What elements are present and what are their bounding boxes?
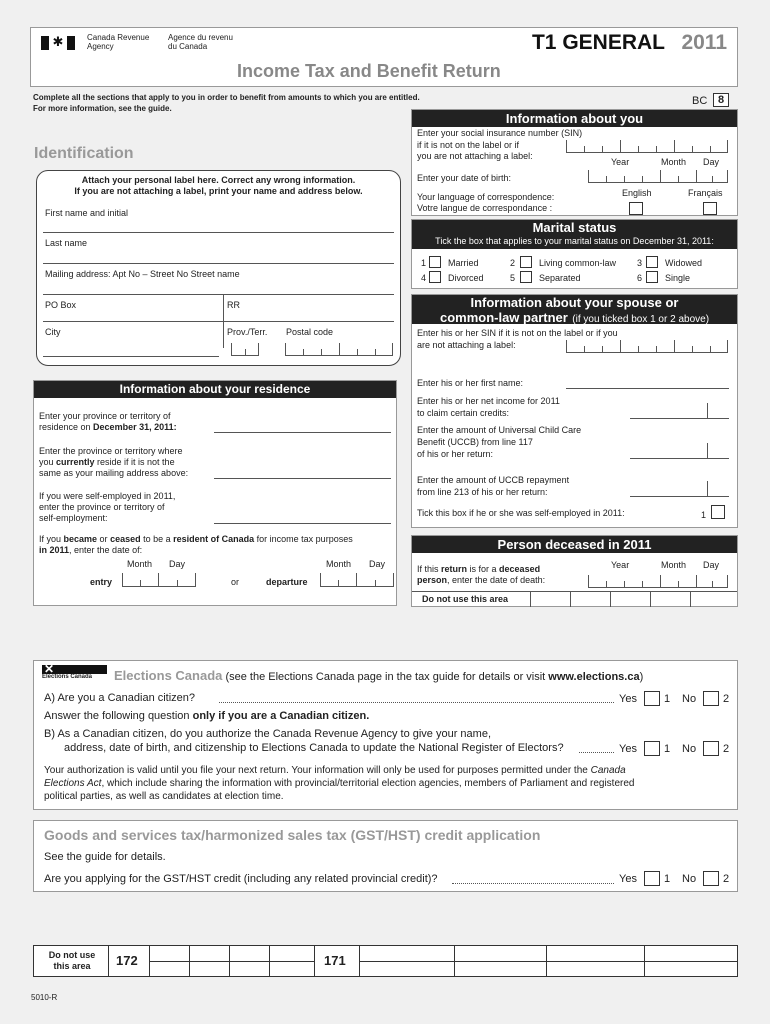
common-law-label: Living common-law xyxy=(539,258,617,268)
elections-title: Elections Canada xyxy=(114,668,223,683)
auth-line-1: Your authorization is valid until you file your next return. Your information will only be used for purposes permitted under the xyxy=(44,765,591,776)
residence-section xyxy=(33,380,397,606)
separated-label: Separated xyxy=(539,273,581,283)
language-fr-label: Votre langue de correspondance : xyxy=(417,203,553,213)
res-q3-line-3: self-employment: xyxy=(39,513,108,523)
spouse-net-1: Enter his or her net income for 2011 xyxy=(417,396,560,406)
spouse-sin-field[interactable] xyxy=(566,340,728,353)
form-name: T1 GENERAL xyxy=(531,31,665,54)
spouse-section xyxy=(411,294,738,528)
marital-num-1: 1 xyxy=(421,258,427,268)
sin-line-3: you are not attaching a label: xyxy=(417,151,533,161)
single-checkbox[interactable] xyxy=(646,271,658,283)
elections-question-a: A) Are you a Canadian citizen? xyxy=(44,692,196,704)
sin-line-1: Enter your social insurance number (SIN) xyxy=(417,128,583,138)
dob-year-label: Year xyxy=(611,157,630,167)
res-q2-bold: currently xyxy=(56,457,95,467)
footer-do-not-use-area xyxy=(33,945,738,977)
authorize-no-num: 2 xyxy=(723,743,730,755)
maple-leaf-icon: ✱ xyxy=(52,34,64,49)
res-q3-line-1: If you were self-employed in 2011, xyxy=(39,491,176,501)
auth-act: Elections Act xyxy=(44,778,102,789)
marital-num-2: 2 xyxy=(510,258,516,268)
province-number: 8 xyxy=(713,93,729,107)
widowed-label: Widowed xyxy=(665,258,703,268)
francais-label: Français xyxy=(688,188,723,198)
res-q1-line-1: Enter your province or territory of xyxy=(39,411,171,421)
form-year: 2011 xyxy=(681,31,727,54)
sin-line-2: if it is not on the label or if xyxy=(417,140,520,150)
authorize-yes-label: Yes xyxy=(619,743,637,755)
city-field[interactable] xyxy=(43,356,219,357)
prov-label: Prov./Terr. xyxy=(227,327,268,337)
form-header xyxy=(30,27,738,87)
res-q1-date: December 31, 2011: xyxy=(93,422,177,432)
divorced-checkbox[interactable] xyxy=(429,271,441,283)
res-q4-ceased: ceased xyxy=(110,534,141,544)
res-q2-pre: you xyxy=(39,457,57,467)
departure-label: departure xyxy=(266,577,308,587)
spouse-self-employed-label: Tick this box if he or she was self-employed in 2011: xyxy=(417,508,625,518)
res-q1-line-2: residence on xyxy=(39,422,94,432)
footer-do-not-use-2: this area xyxy=(53,961,91,971)
res-q4-tobe: to be a xyxy=(140,534,174,544)
city-label: City xyxy=(45,327,61,337)
code-172: 172 xyxy=(116,953,138,968)
death-year-label: Year xyxy=(611,560,630,570)
answer-bold: only if you are a Canadian citizen. xyxy=(192,710,370,722)
gst-guide-note: See the guide for details. xyxy=(44,851,166,863)
code-171: 171 xyxy=(324,953,346,968)
res-q4-or: or xyxy=(97,534,111,544)
citizen-yes-label: Yes xyxy=(619,693,637,705)
po-box-label: PO Box xyxy=(45,300,77,310)
spouse-uccb-2: Benefit (UCCB) from line 117 xyxy=(417,437,533,447)
spouse-heading-2: common-law partner xyxy=(439,310,568,325)
agency-fr-2: du Canada xyxy=(168,42,208,51)
form-code: 5010-R xyxy=(31,993,58,1002)
entry-month-label: Month xyxy=(127,559,153,569)
res-q4-resident: resident of Canada xyxy=(173,534,255,544)
marital-num-6: 6 xyxy=(637,273,643,283)
po-box-field[interactable] xyxy=(43,321,394,322)
spouse-self-employed-num: 1 xyxy=(701,510,707,520)
sin-field[interactable] xyxy=(566,140,728,153)
spouse-uccb-field[interactable] xyxy=(630,458,729,459)
mailing-address-label: Mailing address: Apt No – Street No Street name xyxy=(45,269,240,279)
agency-en-1: Canada Revenue xyxy=(87,33,150,42)
spouse-heading-1: Information about your spouse or xyxy=(470,295,679,310)
authorize-no-checkbox[interactable] xyxy=(703,741,719,756)
current-province-field[interactable] xyxy=(214,478,391,479)
language-en-label: Your language of correspondence: xyxy=(417,192,555,202)
spouse-uccb-repayment-field[interactable] xyxy=(630,496,729,497)
spouse-repay-1: Enter the amount of UCCB repayment xyxy=(417,475,570,485)
elections-canada-logo xyxy=(42,662,107,681)
spouse-first-name-field[interactable] xyxy=(566,388,729,389)
entry-label: entry xyxy=(90,577,113,587)
agency-en-2: Agency xyxy=(87,42,114,51)
elections-question-b-2: address, date of birth, and citizenship to Elections Canada to update the National Register of Electors? xyxy=(64,742,564,754)
dob-label: Enter your date of birth: xyxy=(417,173,512,183)
last-name-field[interactable] xyxy=(43,263,394,264)
spouse-first-name-label: Enter his or her first name: xyxy=(417,378,524,388)
intro-line-1: Complete all the sections that apply to you in order to benefit from amounts to which you are entitled. xyxy=(33,93,420,102)
marital-instruction: Tick the box that applies to your marital status on December 31, 2011: xyxy=(435,236,714,246)
spouse-sin-1: Enter his or her SIN if it is not on the label or if you xyxy=(417,328,618,338)
res-q2-line-1: Enter the province or territory where xyxy=(39,446,183,456)
single-label: Single xyxy=(665,273,691,283)
auth-line-3: political parties, as well as candidates at election time. xyxy=(44,791,284,802)
separated-checkbox[interactable] xyxy=(520,271,532,283)
elections-logo-text: Elections Canada xyxy=(42,674,93,680)
do-not-use-area xyxy=(412,591,737,606)
self-employment-province-field[interactable] xyxy=(214,523,391,524)
departure-day-label: Day xyxy=(369,559,386,569)
marital-status-section xyxy=(411,219,738,289)
dob-month-label: Month xyxy=(661,157,687,167)
residence-heading: Information about your residence xyxy=(34,381,396,398)
last-name-label: Last name xyxy=(45,238,88,248)
auth-canada: Canada xyxy=(590,765,626,776)
deceased-return: return xyxy=(441,564,468,574)
label-area[interactable] xyxy=(36,170,401,366)
elections-note: (see the Elections Canada page in the tax guide for details or visit xyxy=(225,671,549,683)
entry-day-label: Day xyxy=(169,559,186,569)
gst-section xyxy=(33,820,738,892)
label-instruction-2: If you are not attaching a label, print your name and address below. xyxy=(74,186,363,196)
intro-line-2: For more information, see the guide. xyxy=(33,104,172,113)
gst-yes-label: Yes xyxy=(619,873,637,885)
res-q4-post: for income tax purposes xyxy=(254,534,353,544)
about-you-heading: Information about you xyxy=(412,110,737,127)
spouse-heading-note: (if you ticked box 1 or 2 above) xyxy=(572,314,710,325)
death-day-label: Day xyxy=(703,560,720,570)
gst-no-num: 2 xyxy=(723,873,730,885)
widowed-checkbox[interactable] xyxy=(646,256,658,268)
deceased-bold: deceased xyxy=(499,564,541,574)
elections-question-b-1: B) As a Canadian citizen, do you authorize the Canada Revenue Agency to give your name, xyxy=(44,728,492,740)
gst-no-checkbox[interactable] xyxy=(703,871,719,886)
english-label: English xyxy=(622,188,652,198)
about-you-section xyxy=(411,109,738,216)
res-q4-date-of: , enter the date of: xyxy=(69,545,143,555)
elections-url[interactable]: www.elections.ca xyxy=(548,671,640,683)
marital-num-5: 5 xyxy=(510,273,516,283)
deceased-section xyxy=(411,535,738,607)
first-name-field[interactable] xyxy=(43,232,394,233)
marital-num-4: 4 xyxy=(421,273,427,283)
departure-month-label: Month xyxy=(326,559,352,569)
spouse-net-income-field[interactable] xyxy=(630,418,729,419)
married-checkbox[interactable] xyxy=(429,256,441,268)
authorize-yes-num: 1 xyxy=(664,743,671,755)
dob-day-label: Day xyxy=(703,157,720,167)
form-subtitle: Income Tax and Benefit Return xyxy=(237,61,501,81)
spouse-repay-2: from line 213 of his or her return: xyxy=(417,487,548,497)
married-label: Married xyxy=(448,258,479,268)
authorize-yes-checkbox[interactable] xyxy=(644,741,660,756)
do-not-use-label: Do not use this area xyxy=(422,594,509,604)
gst-no-label: No xyxy=(682,873,697,885)
citizen-no-label: No xyxy=(682,693,697,705)
res-q3-line-2: enter the province or territory of xyxy=(39,502,165,512)
res-q4-pre: If you xyxy=(39,534,64,544)
marital-heading: Marital status xyxy=(412,220,737,249)
citizen-no-checkbox[interactable] xyxy=(703,691,719,706)
death-month-label: Month xyxy=(661,560,687,570)
province-code: BC xyxy=(692,95,708,107)
citizen-no-num: 2 xyxy=(723,693,730,705)
gst-yes-checkbox[interactable] xyxy=(644,871,660,886)
dob-field[interactable] xyxy=(588,170,728,183)
footer-do-not-use-1: Do not use xyxy=(48,950,96,960)
spouse-net-2: to claim certain credits: xyxy=(417,408,510,418)
spouse-sin-2: are not attaching a label: xyxy=(417,340,516,350)
res-q2-line-3: same as your mailing address above: xyxy=(39,468,189,478)
elections-x-icon: ✕ xyxy=(44,662,55,676)
common-law-checkbox[interactable] xyxy=(520,256,532,268)
identification-heading: Identification xyxy=(34,145,134,162)
label-instruction-1: Attach your personal label here. Correct any wrong information. xyxy=(81,175,356,185)
elections-canada-section: ✕ Elections Canada Elections Canada (see the Elections Canada page in the tax guide for details or visit www.elections.ca) A) Are you a Canadian citizen? Yes 1 No 2 Answer the following question only if you are a Canadian citizen. B) As a Canadian citizen, do you authorize the Canada Revenue Agency to give your name, address, date of birth, and citizenship to Elections Canada to update the National Register of Electors? Yes 1 No 2 Your authorization is valid until you file your next return. Your information will only be used for purposes permitted under the Canada Elections Act, which include sharing the information with provincial/territorial election agencies, members of Parliament and registered political parties, as well as candidates at election time. xyxy=(33,660,738,810)
death-date-field[interactable] xyxy=(588,575,728,588)
deceased-post: , enter the date of death: xyxy=(447,575,546,585)
gst-yes-num: 1 xyxy=(664,873,671,885)
agency-fr-1: Agence du revenu xyxy=(168,33,233,42)
authorize-no-label: No xyxy=(682,743,697,755)
auth-line-2: , which include sharing the information with provincial/territorial election agencies, members of Parliament and registered xyxy=(101,778,635,789)
departure-date-field[interactable] xyxy=(320,573,394,587)
deceased-person: person xyxy=(417,575,448,585)
gst-title: Goods and services tax/harmonized sales tax (GST/HST) credit application xyxy=(44,827,541,843)
entry-date-field[interactable] xyxy=(122,573,196,587)
canada-flag-logo xyxy=(41,36,75,50)
first-name-label: First name and initial xyxy=(45,208,129,218)
deceased-pre: If this xyxy=(417,564,442,574)
deceased-heading: Person deceased in 2011 xyxy=(412,536,737,553)
or-label: or xyxy=(231,577,240,587)
res-q2-post: reside if it is not the xyxy=(94,457,175,467)
spouse-self-employed-checkbox[interactable] xyxy=(711,505,725,519)
answer-pre: Answer the following question xyxy=(44,710,193,722)
deceased-mid: is for a xyxy=(467,564,500,574)
spouse-uccb-1: Enter the amount of Universal Child Care xyxy=(417,425,582,435)
residence-province-field[interactable] xyxy=(214,432,391,433)
postal-label: Postal code xyxy=(286,327,334,337)
citizen-yes-checkbox[interactable] xyxy=(644,691,660,706)
english-checkbox[interactable] xyxy=(629,202,643,215)
citizen-yes-num: 1 xyxy=(664,693,671,705)
res-q4-became: became xyxy=(63,534,98,544)
mailing-address-field[interactable] xyxy=(43,294,394,295)
divorced-label: Divorced xyxy=(448,273,484,283)
marital-num-3: 3 xyxy=(637,258,643,268)
francais-checkbox[interactable] xyxy=(703,202,717,215)
spouse-uccb-3: of his or her return: xyxy=(417,449,494,459)
res-q4-year: in 2011 xyxy=(39,545,70,555)
rr-label: RR xyxy=(227,300,240,310)
gst-question: Are you applying for the GST/HST credit (including any related provincial credit)? xyxy=(44,873,438,885)
